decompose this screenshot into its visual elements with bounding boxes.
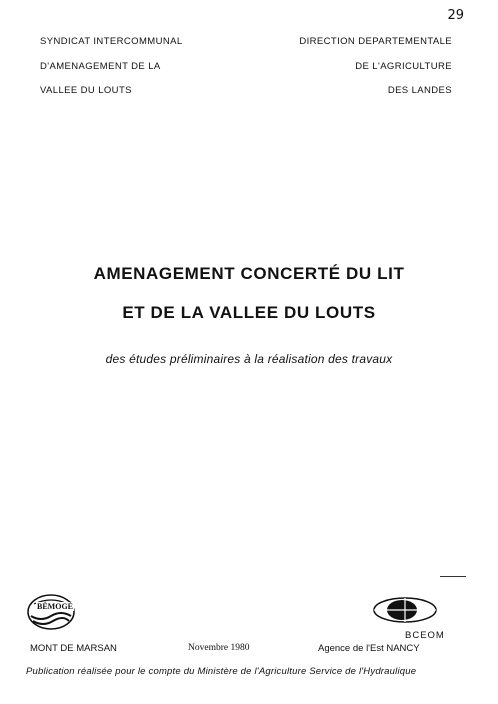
document-subtitle: des études préliminaires à la réalisation des travaux	[105, 352, 393, 366]
document-title-line-2: ET DE LA VALLEE DU LOUTS	[122, 303, 376, 322]
bceom-logo-label: BCEOM	[405, 630, 445, 641]
footer-date: Novembre 1980	[188, 643, 250, 653]
divider-line	[440, 576, 466, 577]
header-left-line-1: SYNDICAT INTERCOMMUNAL	[40, 36, 183, 47]
bemoge-logo	[26, 592, 76, 632]
page-number: 29	[447, 8, 464, 23]
bceom-logo	[372, 596, 438, 624]
footer-place: MONT DE MARSAN	[30, 643, 117, 654]
footer-agency: Agence de l'Est NANCY	[318, 643, 420, 654]
header-right-line-2: DE L'AGRICULTURE	[355, 61, 452, 72]
document-title-line-1: AMENAGEMENT CONCERTÉ DU LIT	[93, 264, 405, 283]
header-left-line-2: D'AMENAGEMENT DE LA	[40, 61, 161, 72]
bemoge-logo-label: BÉMOGÉ	[37, 602, 74, 611]
header-right-line-3: DES LANDES	[387, 85, 452, 96]
header-left-line-3: VALLEE DU LOUTS	[40, 85, 132, 96]
publication-credit: Publication réalisée pour le compte du Ministère de l'Agriculture Service de l'Hydraulique	[26, 666, 417, 677]
header-right-line-1: DIRECTION DEPARTEMENTALE	[299, 36, 452, 47]
